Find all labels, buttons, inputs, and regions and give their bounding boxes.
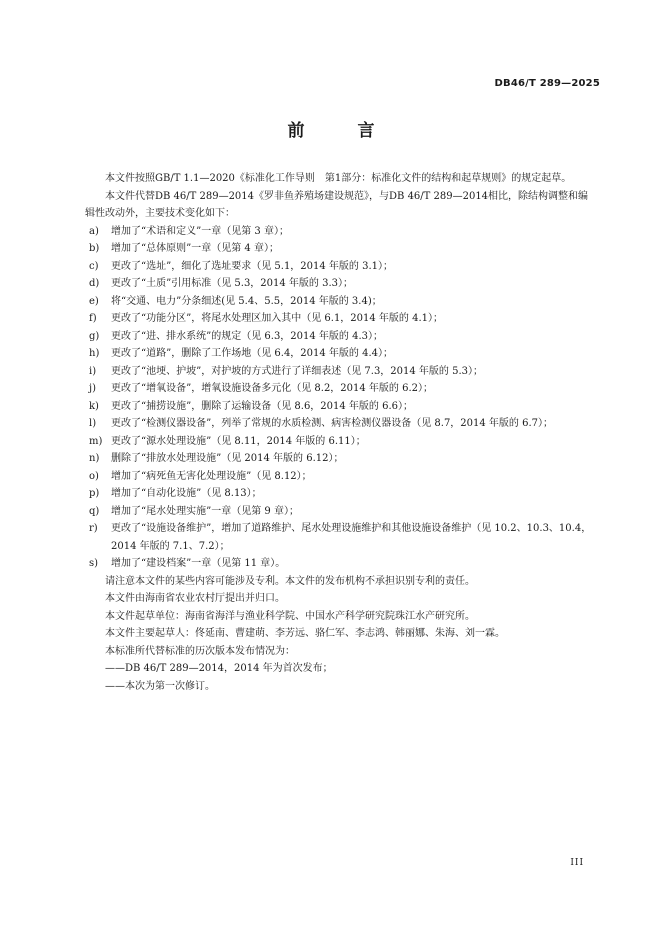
change-item-text: 增加了“术语和定义”一章（见第 3 章）； [111,225,289,237]
closing-paragraph: 本文件由海南省农业农村厅提出并归口。 [105,593,285,604]
change-item [85,310,597,328]
change-item-label: n) [89,453,100,464]
change-item-label: f) [89,313,97,324]
change-item [85,503,597,521]
change-item-text: 将“交通、电力”分条细述(见 5.4、5.5，2014 年版的 3.4)； [111,295,382,307]
change-item [85,520,597,555]
change-item-text: 更改了“功能分区”，将尾水处理区加入其中（见 6.1，2014 年版的 4.1）； [111,313,444,324]
change-item [85,363,597,381]
change-item-text: 更改了“增氧设备”，增氧设施设备多元化（见 8.2，2014 年版的 6.2）； [111,383,434,394]
intro-paragraph: 本文件代替DB 46/T 289—2014《罗非鱼养殖场建设规范》，与DB 46/T 289—2014相比，除结构调整和编辑性改动外，主要技术变化如下： [85,190,589,219]
change-item-text: 增加了“病死鱼无害化处理设施”（见 8.12）； [111,470,312,482]
change-item-label: d) [89,278,100,289]
change-item [85,450,597,468]
closing-paragraph: 本标准所代替标准的历次版本发布情况为： [105,645,295,657]
change-item [85,275,597,293]
closing-paragraph: 请注意本文件的某些内容可能涉及专利。本文件的发布机构不承担识别专利的责任。 [105,575,475,587]
closing-paragraph: ——DB 46/T 289—2014，2014 年为首次发布； [105,663,333,674]
closing-paragraph: 本文件主要起草人：佟延南、曹建萌、李芳远、骆仁军、李志鸿、韩丽娜、朱海、刘一霖。 [105,628,505,639]
change-item [85,485,597,503]
change-item-label: o) [89,470,99,482]
change-item [85,433,597,451]
change-item [85,415,597,433]
change-item-text: 增加了“总体原则”一章（见第 4 章）； [111,243,279,254]
change-item-label: a) [89,225,99,237]
page-title: 前 言 [287,121,393,141]
change-item-text: 更改了“进、排水系统”的规定（见 6.3，2014 年版的 4.3）； [111,330,384,342]
change-item [85,555,597,573]
change-item-text: 更改了“捕捞设施”，删除了运输设备（见 8.6，2014 年版的 6.6）； [111,400,414,412]
change-item-text: 更改了“设施设备维护”，增加了道路维护、尾水处理设施维护和其他设施设备维护（见 10.2、10.3、10.4，2014 年版的 7.1、7.2）； [111,523,592,552]
change-item-label: h) [89,348,100,359]
change-item-text: 更改了“道路”，删除了工作场地（见 6.4，2014 年版的 4.4）； [111,348,394,359]
change-item-label: g) [89,330,100,342]
change-item-text: 更改了“土质”引用标准（见 5.3，2014 年版的 3.3）； [111,278,354,289]
change-item [85,240,597,258]
change-item-label: b) [89,243,100,254]
change-item-label: s) [89,558,99,569]
change-item [85,258,597,276]
change-item-text: 删除了“排放水处理设施”（见 2014 年版的 6.12）； [111,453,344,464]
change-item [85,223,597,241]
change-item-label: p) [89,488,100,499]
change-item [85,345,597,363]
document-id: DB46/T 289—2025 [494,78,600,89]
closing-paragraph: 本文件起草单位：海南省海洋与渔业科学院、中国水产科学研究院珠江水产研究所。 [105,610,475,622]
change-item-label: j) [89,383,97,394]
change-item-label: k) [89,400,99,412]
change-item [85,328,597,346]
change-item-text: 更改了“选址”，细化了选址要求（见 5.1，2014 年版的 3.1）； [111,260,394,272]
change-item-label: i) [89,365,97,377]
change-item-label: r) [89,523,98,534]
intro-paragraph: 本文件按照GB/T 1.1—2020《标准化工作导则 第1部分：标准化文件的结构和起草规则》的规定起草。 [105,173,572,184]
changes-list [85,223,597,573]
change-item-text: 更改了“检测仪器设备”，列举了常规的水质检测、病害检测仪器设备（见 8.7，2014 年版的 6.7）； [111,418,554,429]
change-item [85,398,597,416]
change-item [85,293,597,311]
change-item [85,468,597,486]
change-item-text: 更改了“池埂、护坡”，对护坡的方式进行了详细表述（见 7.3，2014 年版的 5.3）； [111,365,484,377]
change-item-label: c) [89,260,99,272]
change-item-text: 增加了“尾水处理实施”一章（见第 9 章）； [111,505,299,517]
change-item-text: 增加了“建设档案”一章（见第 11 章）。 [111,558,286,569]
change-item-label: e) [89,295,99,307]
page-number: III [570,858,584,868]
change-item [85,380,597,398]
change-item-text: 增加了“自动化设施”（见 8.13）； [111,488,262,499]
closing-paragraph: ——本次为第一次修订。 [105,680,215,692]
change-item-label: q) [89,505,100,517]
change-item-text: 更改了“源水处理设施”（见 8.11，2014 年版的 6.11）； [111,435,366,447]
foreword-body [85,170,597,695]
change-item-label: m) [89,435,103,447]
change-item-label: l) [89,418,97,429]
